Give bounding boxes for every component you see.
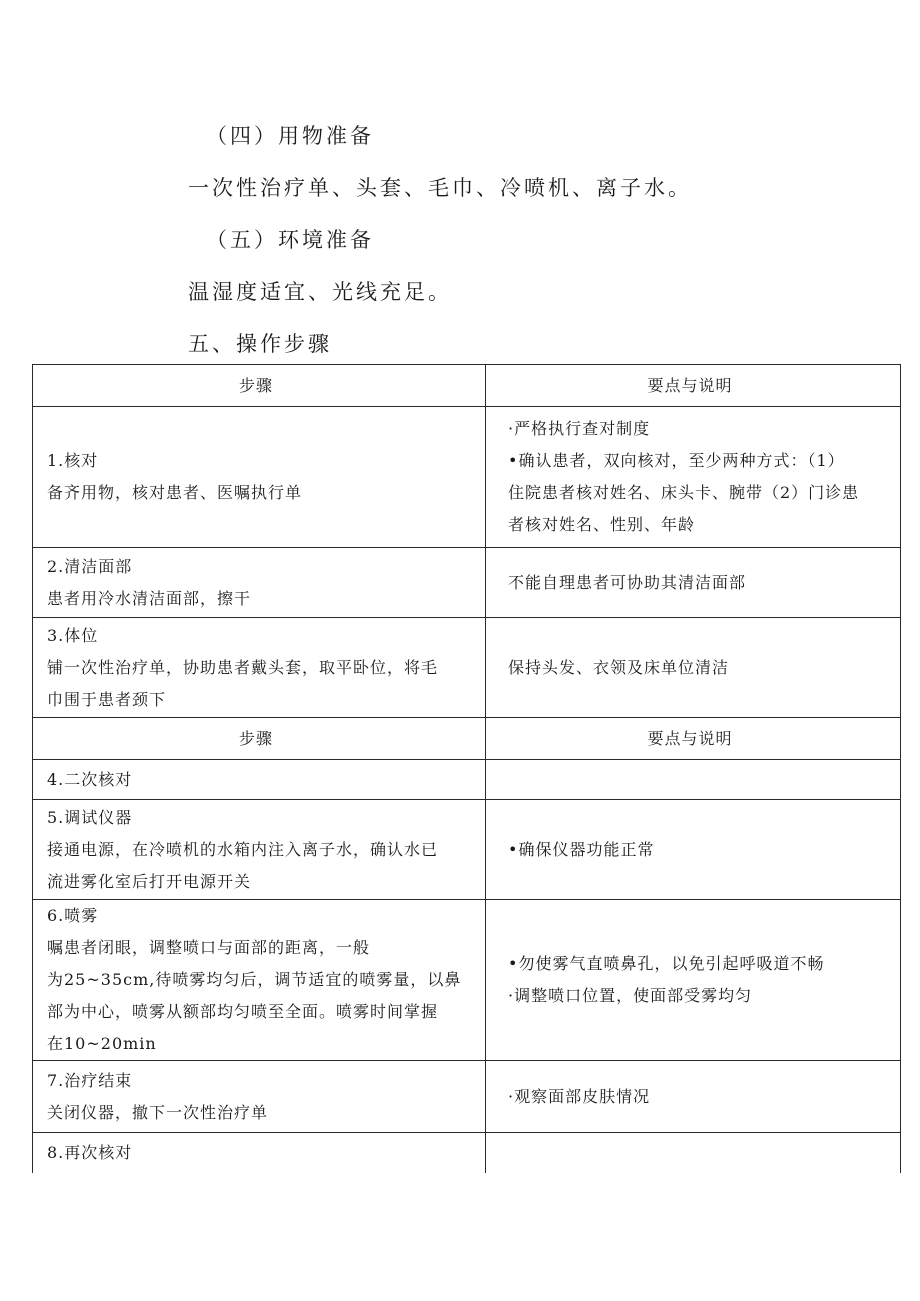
step-title: 2.清洁面部 <box>47 556 133 576</box>
header-step: 步骤 <box>33 718 486 760</box>
step-title: 6.喷雾 <box>47 906 99 925</box>
procedure-table <box>32 364 901 1173</box>
table-row <box>33 760 901 800</box>
step-desc: 接通电源，在冷喷机的水箱内注入离子水，确认水已 流进雾化室后打开电源开关 <box>47 839 439 891</box>
note-line: •确保仪器功能正常 <box>508 839 655 859</box>
table-row <box>33 900 901 1061</box>
step-cell <box>33 618 486 718</box>
note-line: •勿使雾气直喷鼻孔，以免引起呼吸道不畅 <box>508 954 825 973</box>
note-line: ·观察面部皮肤情况 <box>508 1086 651 1106</box>
note-cell <box>486 548 901 618</box>
step-cell <box>33 760 486 800</box>
table-row <box>33 548 901 618</box>
environment-text: 温湿度适宜、光线充足。 <box>188 280 452 304</box>
step-desc: 关闭仪器，撤下一次性治疗单 <box>47 1102 269 1122</box>
section-4-heading: （四）用物准备 <box>206 124 374 148</box>
step-title: 5.调试仪器 <box>47 807 133 827</box>
table-header-row <box>33 365 901 407</box>
table-row <box>33 407 901 548</box>
note-line: •确认患者，双向核对，至少两种方式：（1） <box>508 451 845 470</box>
note-cell <box>486 760 901 800</box>
note-cell <box>486 1133 901 1173</box>
step-desc: 患者用冷水清洁面部，擦干 <box>47 588 252 608</box>
note-cell <box>486 407 901 548</box>
step-title: 3.体位 <box>47 625 99 645</box>
note-line: 住院患者核对姓名、床头卡、腕带（2）门诊患 <box>508 483 860 502</box>
step-cell <box>33 548 486 618</box>
table-row <box>33 1133 901 1173</box>
procedure-heading: 五、操作步骤 <box>188 332 332 356</box>
step-desc: 嘱患者闭眼，调整喷口与面部的距离，一般 为25~35cm,待喷雾均匀后，调节适宜的喷雾量，以鼻 部为中心，喷雾从额部均匀喷至全面。喷雾时间掌握 在10~20min <box>47 938 462 1053</box>
note-line: 者核对姓名、性别、年龄 <box>508 515 696 534</box>
section-5-heading: （五）环境准备 <box>206 228 374 252</box>
step-cell <box>33 900 486 1061</box>
table-row <box>33 800 901 900</box>
step-cell <box>33 407 486 548</box>
step-title: 4.二次核对 <box>47 769 133 789</box>
note-line: 不能自理患者可协助其清洁面部 <box>508 572 747 592</box>
note-line: ·严格执行查对制度 <box>508 419 651 438</box>
note-line: 保持头发、衣领及床单位清洁 <box>508 657 730 677</box>
step-title: 8.再次核对 <box>47 1142 133 1162</box>
header-note: 要点与说明 <box>486 365 901 407</box>
note-cell <box>486 900 901 1061</box>
note-line: ·调整喷口位置，使面部受雾均匀 <box>508 986 753 1005</box>
supplies-text: 一次性治疗单、头套、毛巾、冷喷机、离子水。 <box>188 176 692 200</box>
header-note: 要点与说明 <box>486 718 901 760</box>
note-cell <box>486 618 901 718</box>
step-cell <box>33 1133 486 1173</box>
note-cell <box>486 800 901 900</box>
table-row <box>33 618 901 718</box>
step-title: 7.治疗结束 <box>47 1070 133 1090</box>
note-cell <box>486 1061 901 1133</box>
table-header-row <box>33 718 901 760</box>
step-desc: 铺一次性治疗单，协助患者戴头套，取平卧位，将毛 巾围于患者颈下 <box>47 657 439 709</box>
table-row <box>33 1061 901 1133</box>
step-desc: 备齐用物，核对患者、医嘱执行单 <box>47 483 303 502</box>
step-cell <box>33 1061 486 1133</box>
step-title: 1.核对 <box>47 451 99 470</box>
step-cell <box>33 800 486 900</box>
header-step: 步骤 <box>33 365 486 407</box>
